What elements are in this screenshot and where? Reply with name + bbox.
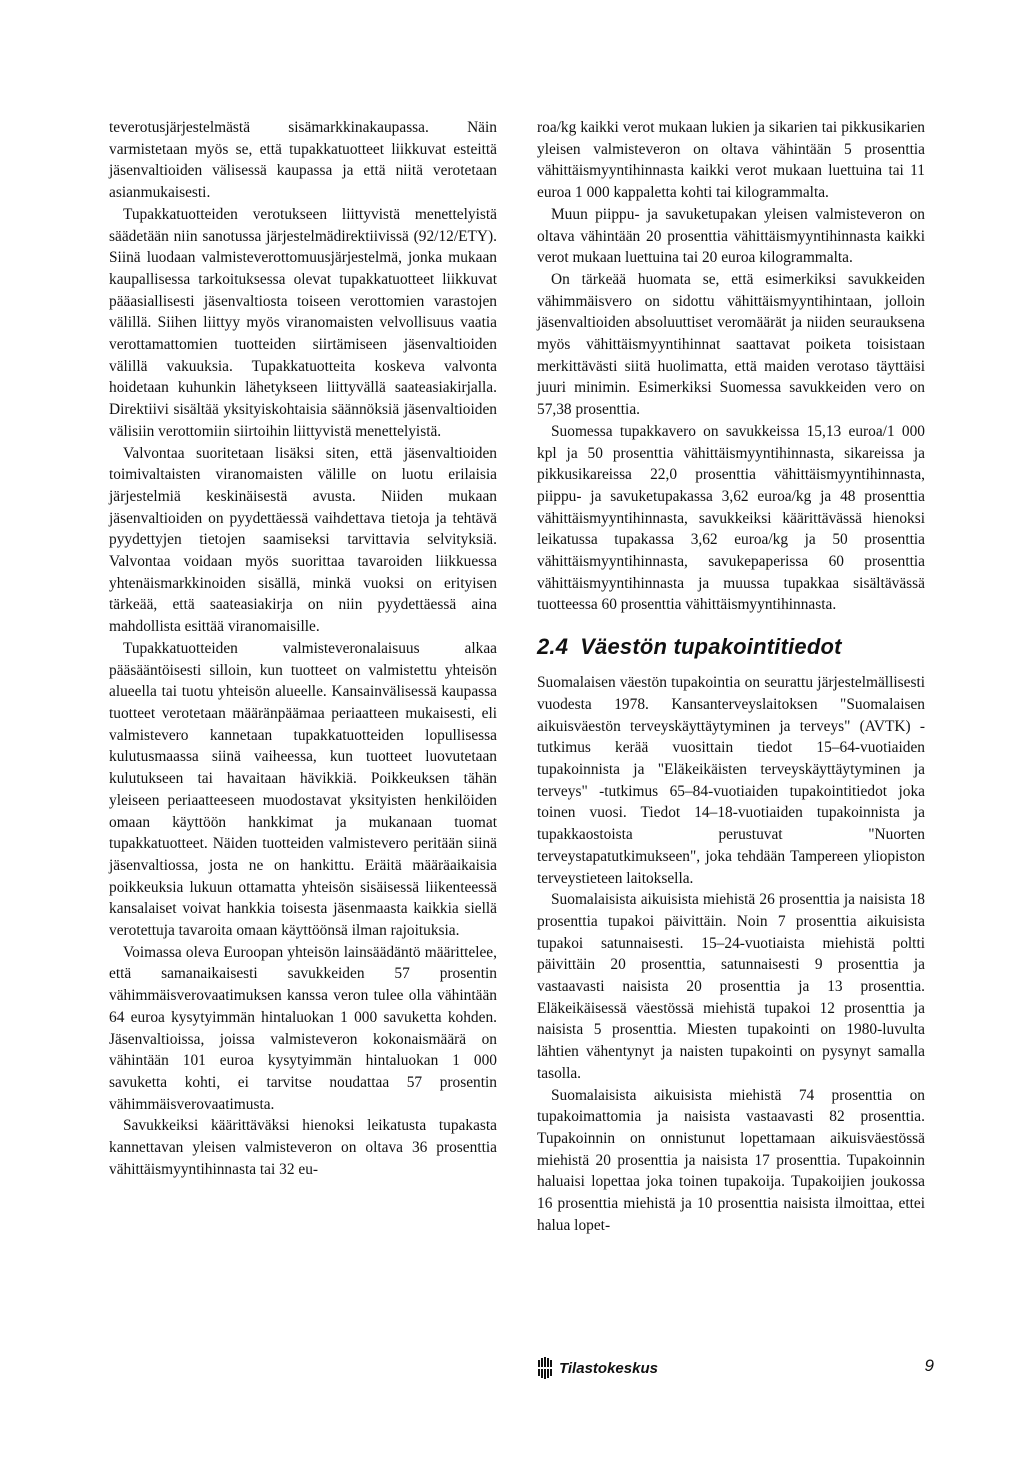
logo-text: Tilastokeskus (559, 1359, 658, 1377)
paragraph: teverotusjärjestelmästä sisämarkkinakaupassa. Näin varmistetaan myös se, että tupakkatuotteet liikkuvat esteittä jäsenvaltioiden välisessä kaupassa ja että niitä verotetaan asianmukaisesti. (109, 119, 497, 202)
paragraph: Suomessa tupakkavero on savukkeissa 15,13 euroa/1 000 kpl ja 50 prosenttia vähittäismyyntihinnasta, sikareissa ja pikkusikareissa 22,0 prosenttia vähittäismyyntihinnasta, piippu- ja savuketupakassa 3,62 euroa/kg ja 48 prosenttia vähittäismyyntihinnasta, savukkeiksi käärittävässä hienoksi leikatussa tupakassa 3,62 euroa/kg ja 50 prosenttia vähittäismyyntihinnasta, savukepaperissa 60 prosenttia vähittäismyyntihinnasta ja muussa tupakkaa sisältävässä tuotteessa 60 prosenttia vähittäismyyntihinnasta. (537, 422, 925, 614)
section-number: 2.4 (537, 634, 569, 660)
paragraph: Suomalaisista aikuisista miehistä 26 prosenttia ja naisista 18 prosenttia tupakoi päivittäin. Noin 7 prosenttia aikuisista tupakoi satunnaisesti. 15–24-vuotiaista miehistä poltti päivittäin 20 prosenttia, satunnaisesti 9 prosenttia ja vastaavasti naisista 20 prosenttia ja 13 prosenttia. Eläkeikäisessä väestössä miehistä tupakoi 12 prosenttia ja naisista 5 prosenttia. Miesten tupakointi on 1980-luvulta lähtien vähentynyt ja naisten tupakointi on pysynyt samalla tasolla. (537, 891, 925, 1082)
paragraph: Tupakkatuotteiden valmisteveronalaisuus alkaa pääsääntöisesti silloin, kun tuotteet on valmistettu yhteisön alueella tai tuotu yhteisön alueelle. Kansainvälisessä kaupassa tuotteet verotetaan määränpäämaa periaatteen mukaisesti, eli valmistevero kannetaan tupakkatuotteiden lopullisessa kulutusmaassa siinä vaiheessa, kun tuotteet luovutetaan kulutukseen tai havaitaan hävikkiä. Poikkeuksen tähän yleiseen periaatteeseen muodostavat yksityisten henkilöiden omaan käyttöön hankkimat ja mukanaan tuomat tupakkatuotteet. Näiden tuotteiden valmistevero peritään siinä jäsenvaltiossa, josta ne on hankittu. Eräitä määräaikaisia poikkeuksia lukuun ottamatta yhteisön sisäisessä liikenteessä kansalaiset voivat hankkia toisesta jäsenmaasta kaikkia siellä verotettuja tavaroita omaan käyttöönsä ilman rajoituksia. (109, 639, 497, 940)
paragraph: Muun piippu- ja savuketupakan yleisen valmisteveron on oltava vähintään 20 prosenttia vähittäismyyntihinnasta kaikki verot mukaan luettuina tai 20 euroa kilogrammalta. (537, 205, 925, 267)
section-heading (537, 634, 925, 660)
left-column (109, 117, 497, 1180)
page-footer (537, 1356, 934, 1382)
paragraph: Savukkeiksi käärittäväksi hienoksi leikatusta tupakasta kannettavan yleisen valmisteveron on oltava 36 prosenttia vähittäismyyntihinnasta tai 32 eu- (109, 1117, 497, 1178)
publisher-logo (537, 1356, 658, 1380)
paragraph: Voimassa oleva Euroopan yhteisön lainsäädäntö määrittelee, että samanaikaisesti savukkeiden 57 prosentin vähimmäisverovaatimuksen kanssa veron tulee olla vähintään 64 euroa kysytyimmän hintaluokan 1 000 savuketta kohden. Jäsenvaltioissa, joissa valmisteveron kokonaismäärä on vähintään 101 euroa kysytyimmän hintaluokan 1 000 savuketta kohti, ei tarvitse noudattaa 57 prosentin vähimmäisverovaatimusta. (109, 943, 497, 1113)
section-title: Väestön tupakointitiedot (580, 634, 842, 660)
paragraph: Tupakkatuotteiden verotukseen liittyvistä menettelyistä säädetään niin sanotussa järjestelmädirektiivissä (92/12/ETY). Siinä luodaan valmisteverottomuusjärjestelmä, jonka mukaan kaupallisessa tarkoituksessa olevat tupakkatuotteet liikkuvat pääasiallisesti jäsenvaltiosta toiseen verottomien varastojen välillä. Siihen liittyy myös viranomaisten velvollisuus vaatia verottamattomien tuotteiden siirtämiseen jäsenvaltioiden välillä vakuuksia. Tupakkatuotteita koskeva valvonta hoidetaan kuhunkin lähetykseen liittyvällä saateasiakirjalla. Direktiivi sisältää yksityiskohtaisia säännöksiä jäsenvaltioiden välisiin verottomiin siirtoihin liittyvistä menettelyistä. (109, 205, 497, 440)
tilastokeskus-logo-icon (537, 1357, 553, 1379)
paragraph: Suomalaisen väestön tupakointia on seurattu järjestelmällisesti vuodesta 1978. Kansanterveyslaitoksen "Suomalaisen aikuisväestön terveyskäyttäytyminen ja terveys" (AVTK) -tutkimus kerää vuosittain tiedot 15–64-vuotiaiden tupakoinnista ja "Eläkeikäisten terveyskäyttäytyminen ja terveys" -tutkimus 65–84-vuotiaiden tupakointitiedot joka toinen vuosi. Tiedot 14–18-vuotiaiden tupakoinnista ja tupakkaostoista perustuvat "Nuorten terveystapatutkimukseen", joka tehdään Tampereen yliopiston terveystieteen laitoksella. (537, 674, 925, 887)
paragraph: Suomalaisista aikuisista miehistä 74 prosenttia on tupakoimattomia ja naisista vastaavasti 82 prosenttia. Tupakoinnin on onnistunut lopettamaan aikuisväestössä miehistä 20 prosenttia ja naisista 17 prosenttia. Tupakoinnin haluaisi lopettaa joka toinen tupakoija. Tupakoijien joukossa 16 prosenttia miehistä ja 10 prosenttia naisista ilmoittaa, ettei halua lopet- (537, 1086, 925, 1234)
paragraph: On tärkeää huomata se, että esimerkiksi savukkeiden vähimmäisvero on sidottu vähittäismyyntihintaan, jolloin jäsenvaltioiden absoluuttiset veromäärät ja niiden seurauksena myös vähittäismyyntihinnat saattavat poiketa toisistaan merkittävästi siitä huolimatta, että maiden verotaso täyttäisi juuri minimin. Esimerkiksi Suomessa savukkeiden vero on 57,38 prosenttia. (537, 270, 925, 419)
right-column (537, 117, 925, 1236)
paragraph: roa/kg kaikki verot mukaan lukien ja sikarien tai pikkusikarien yleisen valmisteveron on oltava vähintään 5 prosenttia vähittäismyyntihinnasta kaikki verot mukaan luettuina tai 11 euroa 1 000 kappaletta kohti tai kilogrammalta. (537, 119, 925, 202)
page-number: 9 (924, 1356, 934, 1375)
paragraph: Valvontaa suoritetaan lisäksi siten, että jäsenvaltioiden toimivaltaisten viranomaisten välille on luotu erilaisia järjestelmiä keskinäisestä avusta. Niiden mukaan jäsenvaltioiden on pyydettäessä vaihdettava tietoja ja tehtävä pyydettyjen tietojen saamiseksi tarvittavia selvityksiä. Valvontaa voidaan myös suorittaa tavaroiden liikkuessa yhtenäismarkkinoiden sisällä, minkä vuoksi on erityisen tärkeää, että saateasiakirja on niin pyydettäessä aina mahdollista esittää viranomaisille. (109, 444, 497, 636)
